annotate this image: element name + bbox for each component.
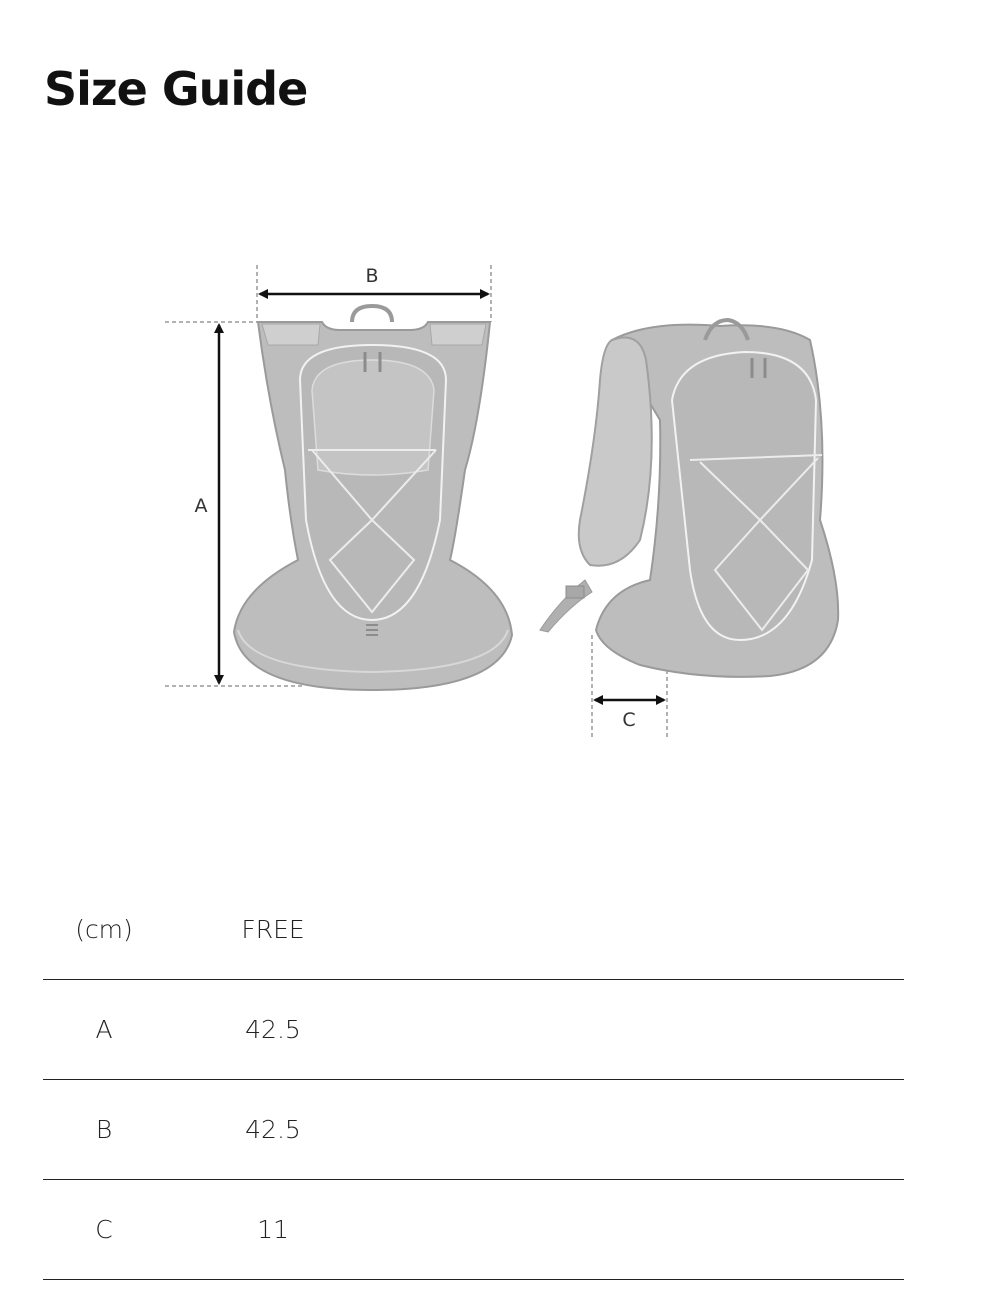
row-value: 11 bbox=[257, 1215, 289, 1244]
row-label: C bbox=[95, 1215, 113, 1244]
row-value: 42.5 bbox=[245, 1115, 301, 1144]
unit-header: (cm) bbox=[75, 915, 133, 944]
backpack-front-view bbox=[234, 306, 512, 690]
backpack-diagram bbox=[0, 240, 1000, 760]
page-title: Size Guide bbox=[44, 62, 308, 116]
size-free-header: FREE bbox=[241, 915, 305, 944]
row-label: A bbox=[95, 1015, 113, 1044]
backpack-side-view bbox=[540, 320, 838, 677]
table-row bbox=[43, 1180, 904, 1280]
size-table-header bbox=[43, 880, 904, 980]
dimension-a-label: A bbox=[194, 495, 208, 517]
dimension-b-label: B bbox=[365, 265, 379, 287]
table-row bbox=[43, 980, 904, 1080]
size-table bbox=[43, 880, 904, 1280]
row-value: 42.5 bbox=[245, 1015, 301, 1044]
dimension-c-label: C bbox=[622, 709, 636, 731]
table-row bbox=[43, 1080, 904, 1180]
row-label: B bbox=[95, 1115, 113, 1144]
